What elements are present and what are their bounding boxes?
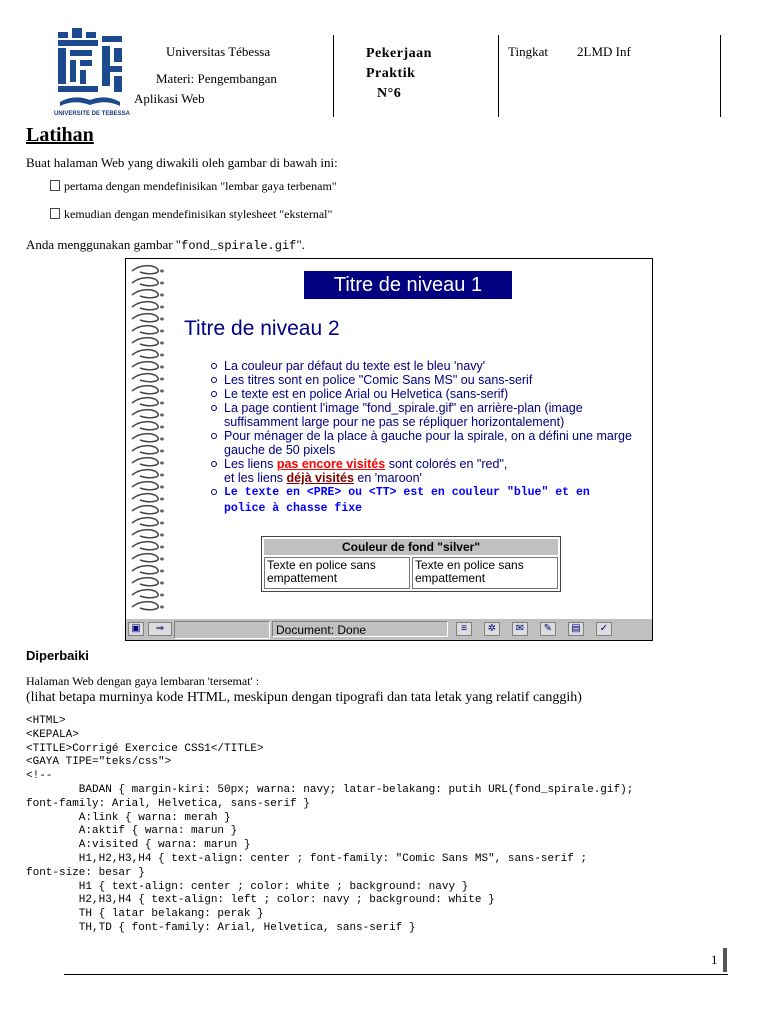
assignment-line-3: N°6 xyxy=(377,86,402,101)
spiral-hole xyxy=(160,522,164,525)
subject-label: Materi: Pengembangan xyxy=(156,71,277,86)
spiral-ring xyxy=(132,314,158,322)
spiral-hole xyxy=(160,486,164,489)
header-divider xyxy=(333,35,334,117)
page-number: 1 xyxy=(711,952,718,967)
list-item: Pour ménager de la place à gauche pour la spirale, on a défini une marge gauche de 50 pixels xyxy=(208,429,638,457)
visited-link[interactable]: déjà visités xyxy=(286,471,354,485)
level-value: 2LMD Inf xyxy=(577,44,631,59)
spiral-ring xyxy=(132,338,158,346)
composer-icon[interactable]: ✎ xyxy=(540,622,556,636)
spiral-ring xyxy=(132,470,158,478)
checkbox-square-icon xyxy=(50,208,60,219)
spiral-hole xyxy=(160,462,164,465)
spiral-ring xyxy=(132,434,158,442)
spiral-hole xyxy=(160,558,164,561)
spiral-hole xyxy=(160,366,164,369)
subject-name: Aplikasi Web xyxy=(134,91,205,106)
spiral-ring xyxy=(132,302,158,310)
checkbox-square-icon xyxy=(50,180,60,191)
spiral-hole xyxy=(160,282,164,285)
browser-screenshot xyxy=(125,258,653,641)
spiral-ring xyxy=(132,362,158,370)
preview-heading-2: Titre de niveau 2 xyxy=(184,317,340,340)
connection-icon[interactable]: ⇒ xyxy=(148,622,172,636)
spiral-hole xyxy=(160,294,164,297)
code-line: <GAYA TIPE="teks/css"> xyxy=(26,756,172,769)
spiral-ring xyxy=(132,590,158,598)
spiral-ring xyxy=(132,458,158,466)
preview-heading-1: Titre de niveau 1 xyxy=(304,271,512,299)
list-item xyxy=(50,207,332,222)
spiral-hole xyxy=(160,270,164,273)
spiral-hole xyxy=(160,354,164,357)
table-cell: Texte en police sans empattement xyxy=(412,557,558,589)
list-item: La couleur par défaut du texte est le bleu 'navy' xyxy=(208,359,638,373)
spiral-ring xyxy=(132,542,158,550)
header-divider xyxy=(720,35,721,117)
code-line: font-size: besar } xyxy=(26,866,145,879)
table-cell: Texte en police sans empattement xyxy=(264,557,410,589)
list-item-monospace: Le texte en <PRE> ou <TT> est en couleur "blue" et en police à chasse fixe xyxy=(208,485,638,517)
spiral-ring xyxy=(132,422,158,430)
spiral-hole xyxy=(160,330,164,333)
links-text: en 'maroon' xyxy=(353,471,422,485)
spiral-ring xyxy=(132,554,158,562)
code-line: TH,TD { font-family: Arial, Helvetica, sans-serif } xyxy=(78,921,416,934)
level-label: Tingkat xyxy=(508,44,548,59)
spiral-hole xyxy=(160,582,164,585)
preview-list xyxy=(208,359,638,517)
spiral-hole xyxy=(160,594,164,597)
list-item: La page contient l'image "fond_spirale.gif" en arrière-plan (image suffisamment large pour ne pas se répliquer horizontalement) xyxy=(208,401,638,429)
spiral-ring xyxy=(132,386,158,394)
spiral-ring xyxy=(132,266,158,274)
spiral-hole xyxy=(160,390,164,393)
code-line: BADAN { margin-kiri: 50px; warna: navy; latar-belakang: putih URL(fond_spirale.gif); xyxy=(78,783,634,796)
spiral-hole xyxy=(160,606,164,609)
spiral-ring xyxy=(132,278,158,286)
table-header: Couleur de fond "silver" xyxy=(264,539,558,555)
image-note-prefix: Anda menggunakan gambar " xyxy=(26,237,182,252)
list-item: Les titres sont en police "Comic Sans MS" ou sans-serif xyxy=(208,373,638,387)
spiral-hole xyxy=(160,414,164,417)
image-filename: fond_spirale.gif xyxy=(181,239,297,253)
spiral-ring xyxy=(132,350,158,358)
links-text: Les liens xyxy=(224,457,277,471)
spiral-hole xyxy=(160,318,164,321)
spiral-hole xyxy=(160,378,164,381)
status-bar xyxy=(126,618,652,641)
spiral-ring xyxy=(132,494,158,502)
corrected-title: Diperbaiki xyxy=(26,648,89,663)
section-title: Latihan xyxy=(26,124,94,146)
university-logo xyxy=(54,26,131,120)
image-note xyxy=(26,237,305,253)
code-line: <KEPALA> xyxy=(26,728,79,741)
list-item xyxy=(50,179,337,194)
status-field-blank xyxy=(174,621,270,639)
spiral-ring xyxy=(132,410,158,418)
assignment-line-2: Praktik xyxy=(366,66,416,81)
code-line: H2,H3,H4 { text-align: left ; color: navy ; background: white } xyxy=(78,894,495,907)
logo-caption: UNIVERSITE DE TEBESSA xyxy=(54,111,131,117)
code-line: font-family: Arial, Helvetica, sans-serif } xyxy=(26,797,310,810)
spiral-hole xyxy=(160,534,164,537)
spiral-ring xyxy=(132,482,158,490)
spiral-hole xyxy=(160,510,164,513)
spiral-hole xyxy=(160,474,164,477)
bullet-text: pertama dengan mendefinisikan "lembar gaya terbenam" xyxy=(64,179,337,193)
spiral-ring xyxy=(132,518,158,526)
spiral-ring xyxy=(132,602,158,610)
assignment-line-1: Pekerjaan xyxy=(366,46,432,61)
spiral-ring xyxy=(132,290,158,298)
unvisited-link[interactable]: pas encore visités xyxy=(276,457,386,471)
spiral-ring xyxy=(132,374,158,382)
spiral-hole xyxy=(160,450,164,453)
spiral-hole xyxy=(160,342,164,345)
bullet-text: kemudian dengan mendefinisikan stylesheet "eksternal" xyxy=(64,207,333,221)
security-icon[interactable]: ▣ xyxy=(128,622,144,636)
code-line: <HTML> xyxy=(26,715,66,727)
footer-rule xyxy=(64,974,728,975)
code-line: <!-- xyxy=(26,770,53,783)
corrected-note: (lihat betapa murninya kode HTML, meskipun dengan tipografi dan tata letak yang relatif canggih) xyxy=(26,690,582,705)
links-text: et les liens xyxy=(224,471,287,485)
list-item: Le texte est en police Arial ou Helvetica (sans-serif) xyxy=(208,387,638,401)
header-divider xyxy=(498,35,499,117)
addressbook-icon[interactable]: ▤ xyxy=(568,622,584,636)
corrected-subtitle: Halaman Web dengan gaya lembaran 'tersemat' : xyxy=(26,674,260,688)
spiral-hole xyxy=(160,498,164,501)
code-line: A:visited { warna: marun } xyxy=(78,839,251,852)
spiral-ring xyxy=(132,446,158,454)
check-icon[interactable]: ✓ xyxy=(596,622,612,636)
code-line: A:aktif { warna: marun } xyxy=(78,825,238,838)
code-line: H1 { text-align: center ; color: white ; background: navy } xyxy=(78,880,469,893)
mail-icon[interactable]: ✉ xyxy=(512,622,528,636)
spiral-hole xyxy=(160,570,164,573)
navigator-icon[interactable]: ✲ xyxy=(484,622,500,636)
grip-icon: ≡ xyxy=(456,622,472,636)
university-name: Universitas Tébessa xyxy=(166,44,271,59)
spiral-ring xyxy=(132,530,158,538)
spiral-hole xyxy=(160,402,164,405)
spiral-ring xyxy=(132,578,158,586)
image-note-suffix: ". xyxy=(296,237,305,252)
spiral-ring xyxy=(132,398,158,406)
code-line: A:link { warna: merah } xyxy=(78,811,231,824)
spiral-hole xyxy=(160,426,164,429)
spiral-ring xyxy=(132,566,158,574)
assignment-title xyxy=(366,44,432,104)
preview-table xyxy=(261,536,561,592)
spiral-hole xyxy=(160,438,164,441)
spiral-ring xyxy=(132,506,158,514)
spiral-ring xyxy=(132,326,158,334)
page-number-bar xyxy=(723,948,727,972)
code-line: TH { latar belakang: perak } xyxy=(78,908,264,921)
spiral-background-icon xyxy=(128,261,172,617)
status-text: Document: Done xyxy=(272,621,448,637)
code-line: H1,H2,H3,H4 { text-align: center ; font-family: "Comic Sans MS", sans-serif ; xyxy=(78,852,588,865)
spiral-hole xyxy=(160,546,164,549)
intro-text: Buat halaman Web yang diwakili oleh gambar di bawah ini: xyxy=(26,155,338,170)
spiral-hole xyxy=(160,306,164,309)
list-item-links xyxy=(208,457,638,485)
code-listing xyxy=(26,715,633,936)
links-text: sont colorés en "red", xyxy=(385,457,508,471)
code-line: <TITLE>Corrigé Exercice CSS1</TITLE> xyxy=(26,742,264,755)
